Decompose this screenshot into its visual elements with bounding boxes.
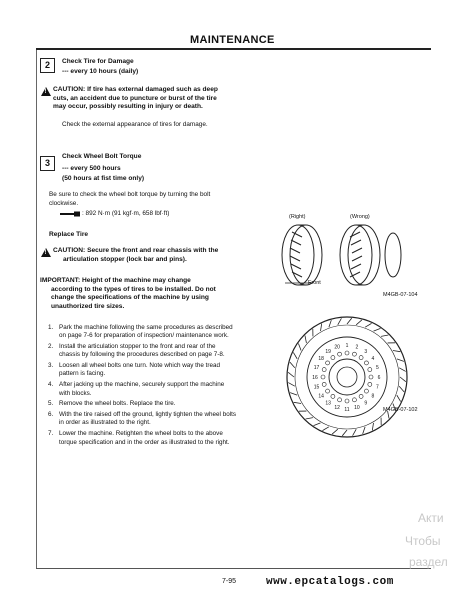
tread-mark [372,423,373,430]
bolt-order-number: 14 [318,393,324,400]
list-item: 1. Park the machine following the same procedures as described on page 7-6 for preparation of inspection/ maintenance work. [48,324,233,340]
wheel-bolt [352,352,356,356]
step-number-2: 2 [40,58,55,73]
tread-mark [288,372,294,377]
tread-mark [290,362,295,368]
list-item: 2. Install the articulation stopper to the front and rear of the chassis by following the procedures described on page 7-8. [48,343,225,359]
section-interval-note: (50 hours at fist time only) [62,175,145,182]
bolt-order-number: 20 [334,344,340,351]
tread-mark [322,427,328,431]
section-interval: --- every 10 hours (daily) [62,68,139,75]
wheel-bolt [345,351,349,355]
bolt-order-number: 11 [344,406,350,413]
body-text: Be sure to check the wheel bolt torque by turning the bolt [49,191,211,198]
wheel-bolt [326,361,330,365]
tread-mark [393,351,400,352]
page-title: MAINTENANCE [190,34,275,46]
tread-mark [329,320,331,327]
tread-mark [363,427,365,434]
important-text: Height of the machine may change [82,277,191,284]
caution-warning-icon [41,87,51,96]
body-text: Check the external appearance of tires for damage. [62,121,208,128]
left-margin-rule [36,50,37,568]
caution-block-replace [53,247,253,264]
important-label: IMPORTANT: [40,277,81,284]
bolt-order-number: 6 [377,374,381,381]
bolt-order-number: 10 [354,405,360,412]
caution-text: may occur, possibly resulting in injury or death. [53,103,203,110]
list-item: 6. With the tire raised off the ground, lightly tighten the wheel bolts in order as illustrated to the right. [48,411,236,427]
bolt-order-number: 5 [376,364,379,371]
important-text: according to the types of tires to be installed. Do not [51,285,216,293]
header-rule [36,48,431,50]
bolt-order-number: 3 [364,348,368,355]
bolt-order-number: 13 [325,400,331,407]
figure-label-wrong: (Wrong) [350,214,370,220]
important-text: unauthorized tire sizes. [51,302,125,310]
step-number-3: 3 [40,156,55,171]
page-number: 7-95 [222,578,237,585]
wheel-bolt [368,382,372,386]
footer-rule [36,568,431,569]
caution-text: If tire has external damaged such as deep [87,86,218,93]
wheel-bolt [338,398,342,402]
tread-mark [353,429,357,436]
figure-code: M4GB-07-102 [383,407,418,413]
wheel-bolt [322,368,326,372]
wheel-bolt [321,375,325,379]
wheel-bolt [364,389,368,393]
wheel-bolt [368,368,372,372]
tread-mark [365,323,371,327]
procedure-steps [48,324,237,449]
bolt-order-number: 9 [364,400,368,407]
tread-mark [321,324,322,331]
caution-block-tire [53,86,253,112]
bolt-order-number: 15 [313,384,320,391]
caution-label: CAUTION: [53,86,86,93]
tread-mark [290,393,297,395]
tread-mark [400,377,406,382]
bolt-order-number: 8 [371,393,375,400]
wheel-bolt [369,375,373,379]
caution-text: articulation stopper (lock bar and pins). [63,255,187,263]
watermark-text: Акти [418,511,444,525]
tread-mark [314,423,321,426]
list-item: 4. After jacking up the machine, securely support the machine with blocks. [48,381,225,397]
bolt-order-number: 16 [312,374,318,381]
torque-spec: : 892 N·m (91 kgf·m, 658 lbf·ft) [82,210,170,217]
tire-direction-figure [265,210,415,302]
bolt-order-number: 1 [345,342,349,349]
caution-warning-icon [41,248,51,257]
wheel-bolt [345,399,349,403]
tread-mark [338,318,342,325]
section-title-replace-tire: Replace Tire [49,231,89,238]
bolt-order-number: 2 [355,344,359,351]
bolt-order-number: 17 [313,364,320,371]
tread-mark [298,344,301,351]
tread-mark [294,402,301,403]
footer-url-link[interactable]: www.epcatalogs.com [266,576,394,588]
tread-mark [397,395,401,401]
tread-mark [306,418,313,419]
tread-mark [399,368,406,372]
important-text: change the specifications of the machine by using [51,294,209,301]
bolt-order-number: 12 [334,405,340,412]
tread-mark [399,386,404,392]
section-title-wheel-bolt: Check Wheel Bolt Torque [62,153,142,160]
tread-mark [397,359,404,361]
tread-mark [332,429,338,434]
bolt-order-number: 7 [376,384,379,391]
figure-label-right: (Right) [289,214,306,220]
caution-text: Secure the front and rear chassis with the [87,247,219,254]
tread-mark [356,320,362,325]
wheel-bolt [326,389,330,393]
bolt-order-number: 18 [318,355,324,362]
tread-mark [342,430,347,436]
body-text: clockwise. [49,200,79,207]
tread-mark [288,383,295,387]
wheel-bolt-order-figure [282,312,412,442]
section-title-check-tire: Check Tire for Damage [62,58,134,65]
important-block [40,277,245,311]
list-item: 7. Lower the machine. Retighten the wheel bolts to the above torque specification and in the order as illustrated to the right. [48,430,230,446]
section-interval: --- every 500 hours [62,165,121,172]
wheel-bolt [359,356,363,360]
watermark-text: раздел [409,555,448,569]
watermark-text: Чтобы [405,534,441,548]
wheel-bolt [364,361,368,365]
wheel-bolt [331,356,335,360]
list-item: 5. Remove the wheel bolts. Replace the tire. [48,400,176,408]
caution-text: cuts, an accident due to puncture or burst of the tire [53,94,217,102]
tread-mark [347,318,352,324]
wheel-bolt [331,394,335,398]
bolt-order-number: 4 [371,355,375,362]
bolt-order-number: 19 [325,348,331,355]
tread-mark [293,352,297,358]
wheel-bolt [359,394,363,398]
torque-wrench-icon [60,211,82,217]
wheel-bolt [338,352,342,356]
figure-label-front: Front [308,280,321,286]
list-item: 3. Loosen all wheel bolts one turn. Note which way the tread pattern is facing. [48,362,221,378]
tread-mark [305,336,306,343]
tire-tread-illustration [265,222,415,288]
caution-label: CAUTION: [53,247,86,254]
wheel-bolt [352,398,356,402]
figure-code: M4GB-07-104 [383,292,418,298]
wheel-bolt [322,382,326,386]
tread-mark [374,328,381,331]
tread-mark [381,335,388,336]
